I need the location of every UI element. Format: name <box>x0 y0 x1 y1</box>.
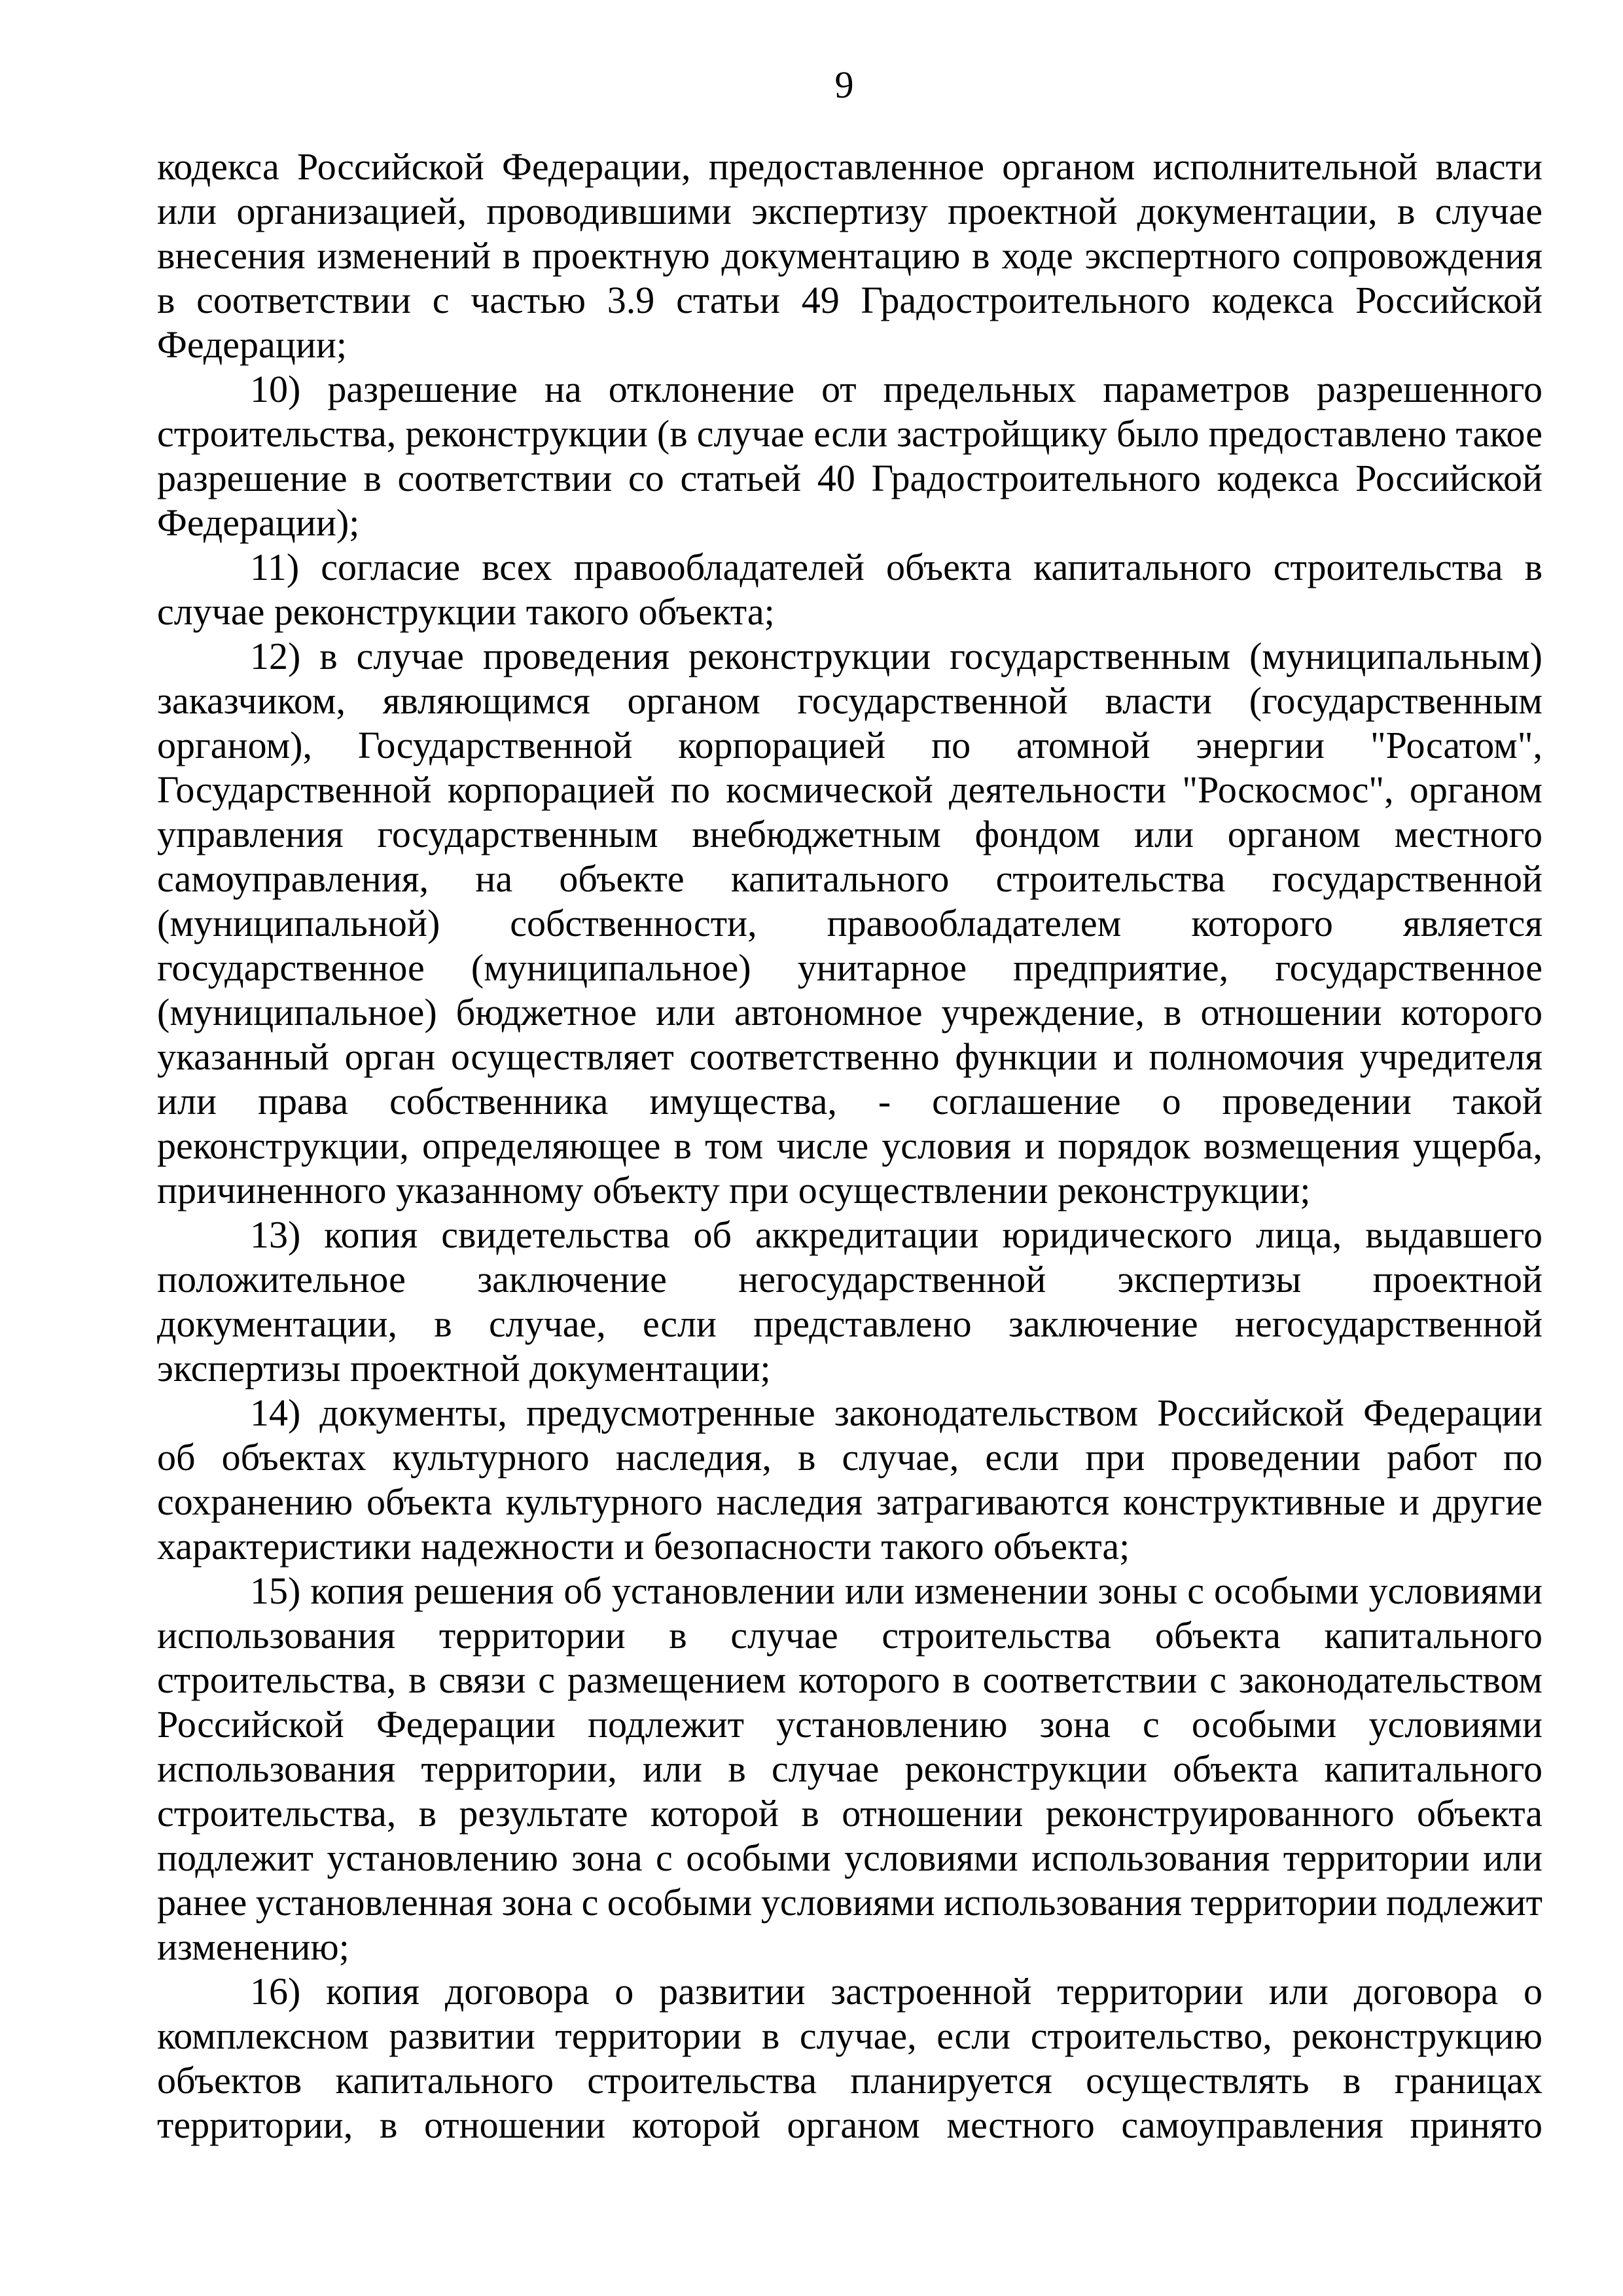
text-line: заказчиком, являющимся органом государственной власти (государственным <box>157 679 1543 722</box>
paragraph <box>157 1569 1543 1969</box>
page-number: 9 <box>834 63 854 106</box>
text-line: строительства, в связи с размещением которого в соответствии с законодательством <box>157 1659 1543 1701</box>
text-line: в соответствии с частью 3.9 статьи 49 Градостроительного кодекса Российской <box>157 279 1543 321</box>
text-line: 12) в случае проведения реконструкции государственным (муниципальным) <box>250 635 1543 677</box>
text-line: указанный орган осуществляет соответственно функции и полномочия учредителя <box>157 1035 1543 1078</box>
text-line: (муниципальной) собственности, правообладателем которого является <box>157 902 1543 944</box>
text-line: управления государственным внебюджетным фондом или органом местного <box>157 813 1543 855</box>
text-line: экспертизы проектной документации; <box>157 1347 771 1390</box>
text-line: подлежит установлению зона с особыми условиями использования территории или <box>157 1837 1543 1879</box>
text-line: самоуправления, на объекте капитального строительства государственной <box>157 857 1543 900</box>
paragraph <box>157 145 1543 367</box>
text-line: характеристики надежности и безопасности такого объекта; <box>157 1525 1130 1568</box>
text-line: ранее установленная зона с особыми условиями использования территории подлежит <box>157 1881 1543 1924</box>
text-line: разрешение в соответствии со статьей 40 Градостроительного кодекса Российской <box>157 457 1543 499</box>
text-line: случае реконструкции такого объекта; <box>157 590 775 633</box>
text-line: документации, в случае, если представлено заключение негосударственной <box>157 1302 1543 1345</box>
text-line: использования территории, или в случае реконструкции объекта капитального <box>157 1748 1543 1790</box>
text-line: об объектах культурного наследия, в случае, если при проведении работ по <box>157 1436 1543 1479</box>
text-line: изменению; <box>157 1926 349 1968</box>
text-line: 11) согласие всех правообладателей объекта капитального строительства в <box>250 546 1543 588</box>
text-line: или организацией, проводившими экспертизу проектной документации, в случае <box>157 190 1543 232</box>
text-line: 14) документы, предусмотренные законодательством Российской Федерации <box>250 1391 1543 1434</box>
text-line: комплексном развитии территории в случае, если строительство, реконструкцию <box>157 2015 1543 2057</box>
text-line: Российской Федерации подлежит установлению зона с особыми условиями <box>157 1703 1543 1746</box>
paragraph <box>157 367 1543 545</box>
text-line: сохранению объекта культурного наследия затрагиваются конструктивные и другие <box>157 1480 1543 1523</box>
text-line: (муниципальное) бюджетное или автономное учреждение, в отношении которого <box>157 991 1543 1033</box>
text-line: 10) разрешение на отклонение от предельных параметров разрешенного <box>250 368 1543 410</box>
text-line: органом), Государственной корпорацией по атомной энергии "Росатом", <box>157 724 1543 766</box>
text-line: Государственной корпорацией по космической деятельности "Роскосмос", органом <box>157 768 1543 811</box>
text-line: использования территории в случае строительства объекта капитального <box>157 1614 1543 1657</box>
text-line: Федерации; <box>157 323 348 366</box>
paragraph <box>157 1213 1543 1391</box>
paragraph <box>157 1391 1543 1569</box>
text-line: или права собственника имущества, - соглашение о проведении такой <box>157 1080 1543 1122</box>
text-line: причиненного указанному объекту при осуществлении реконструкции; <box>157 1169 1311 1211</box>
text-line: объектов капитального строительства планируется осуществлять в границах <box>157 2059 1543 2102</box>
text-line: внесения изменений в проектную документацию в ходе экспертного сопровождения <box>157 234 1543 277</box>
document-body <box>157 145 1543 2147</box>
paragraph <box>157 1969 1543 2147</box>
text-line: 15) копия решения об установлении или изменении зоны с особыми условиями <box>250 1570 1543 1612</box>
text-line: государственное (муниципальное) унитарное предприятие, государственное <box>157 946 1543 989</box>
text-line: 16) копия договора о развитии застроенной территории или договора о <box>250 1970 1543 2013</box>
paragraph <box>157 545 1543 634</box>
text-line: Федерации); <box>157 501 360 544</box>
text-line: территории, в отношении которой органом местного самоуправления принято <box>157 2104 1543 2146</box>
text-line: положительное заключение негосударственной экспертизы проектной <box>157 1258 1543 1300</box>
text-line: 13) копия свидетельства об аккредитации юридического лица, выдавшего <box>250 1213 1543 1256</box>
text-line: строительства, реконструкции (в случае если застройщику было предоставлено такое <box>157 412 1543 455</box>
text-line: строительства, в результате которой в отношении реконструированного объекта <box>157 1792 1543 1835</box>
text-line: кодекса Российской Федерации, предоставленное органом исполнительной власти <box>157 145 1543 188</box>
text-line: реконструкции, определяющее в том числе условия и порядок возмещения ущерба, <box>157 1124 1543 1167</box>
paragraph <box>157 634 1543 1213</box>
